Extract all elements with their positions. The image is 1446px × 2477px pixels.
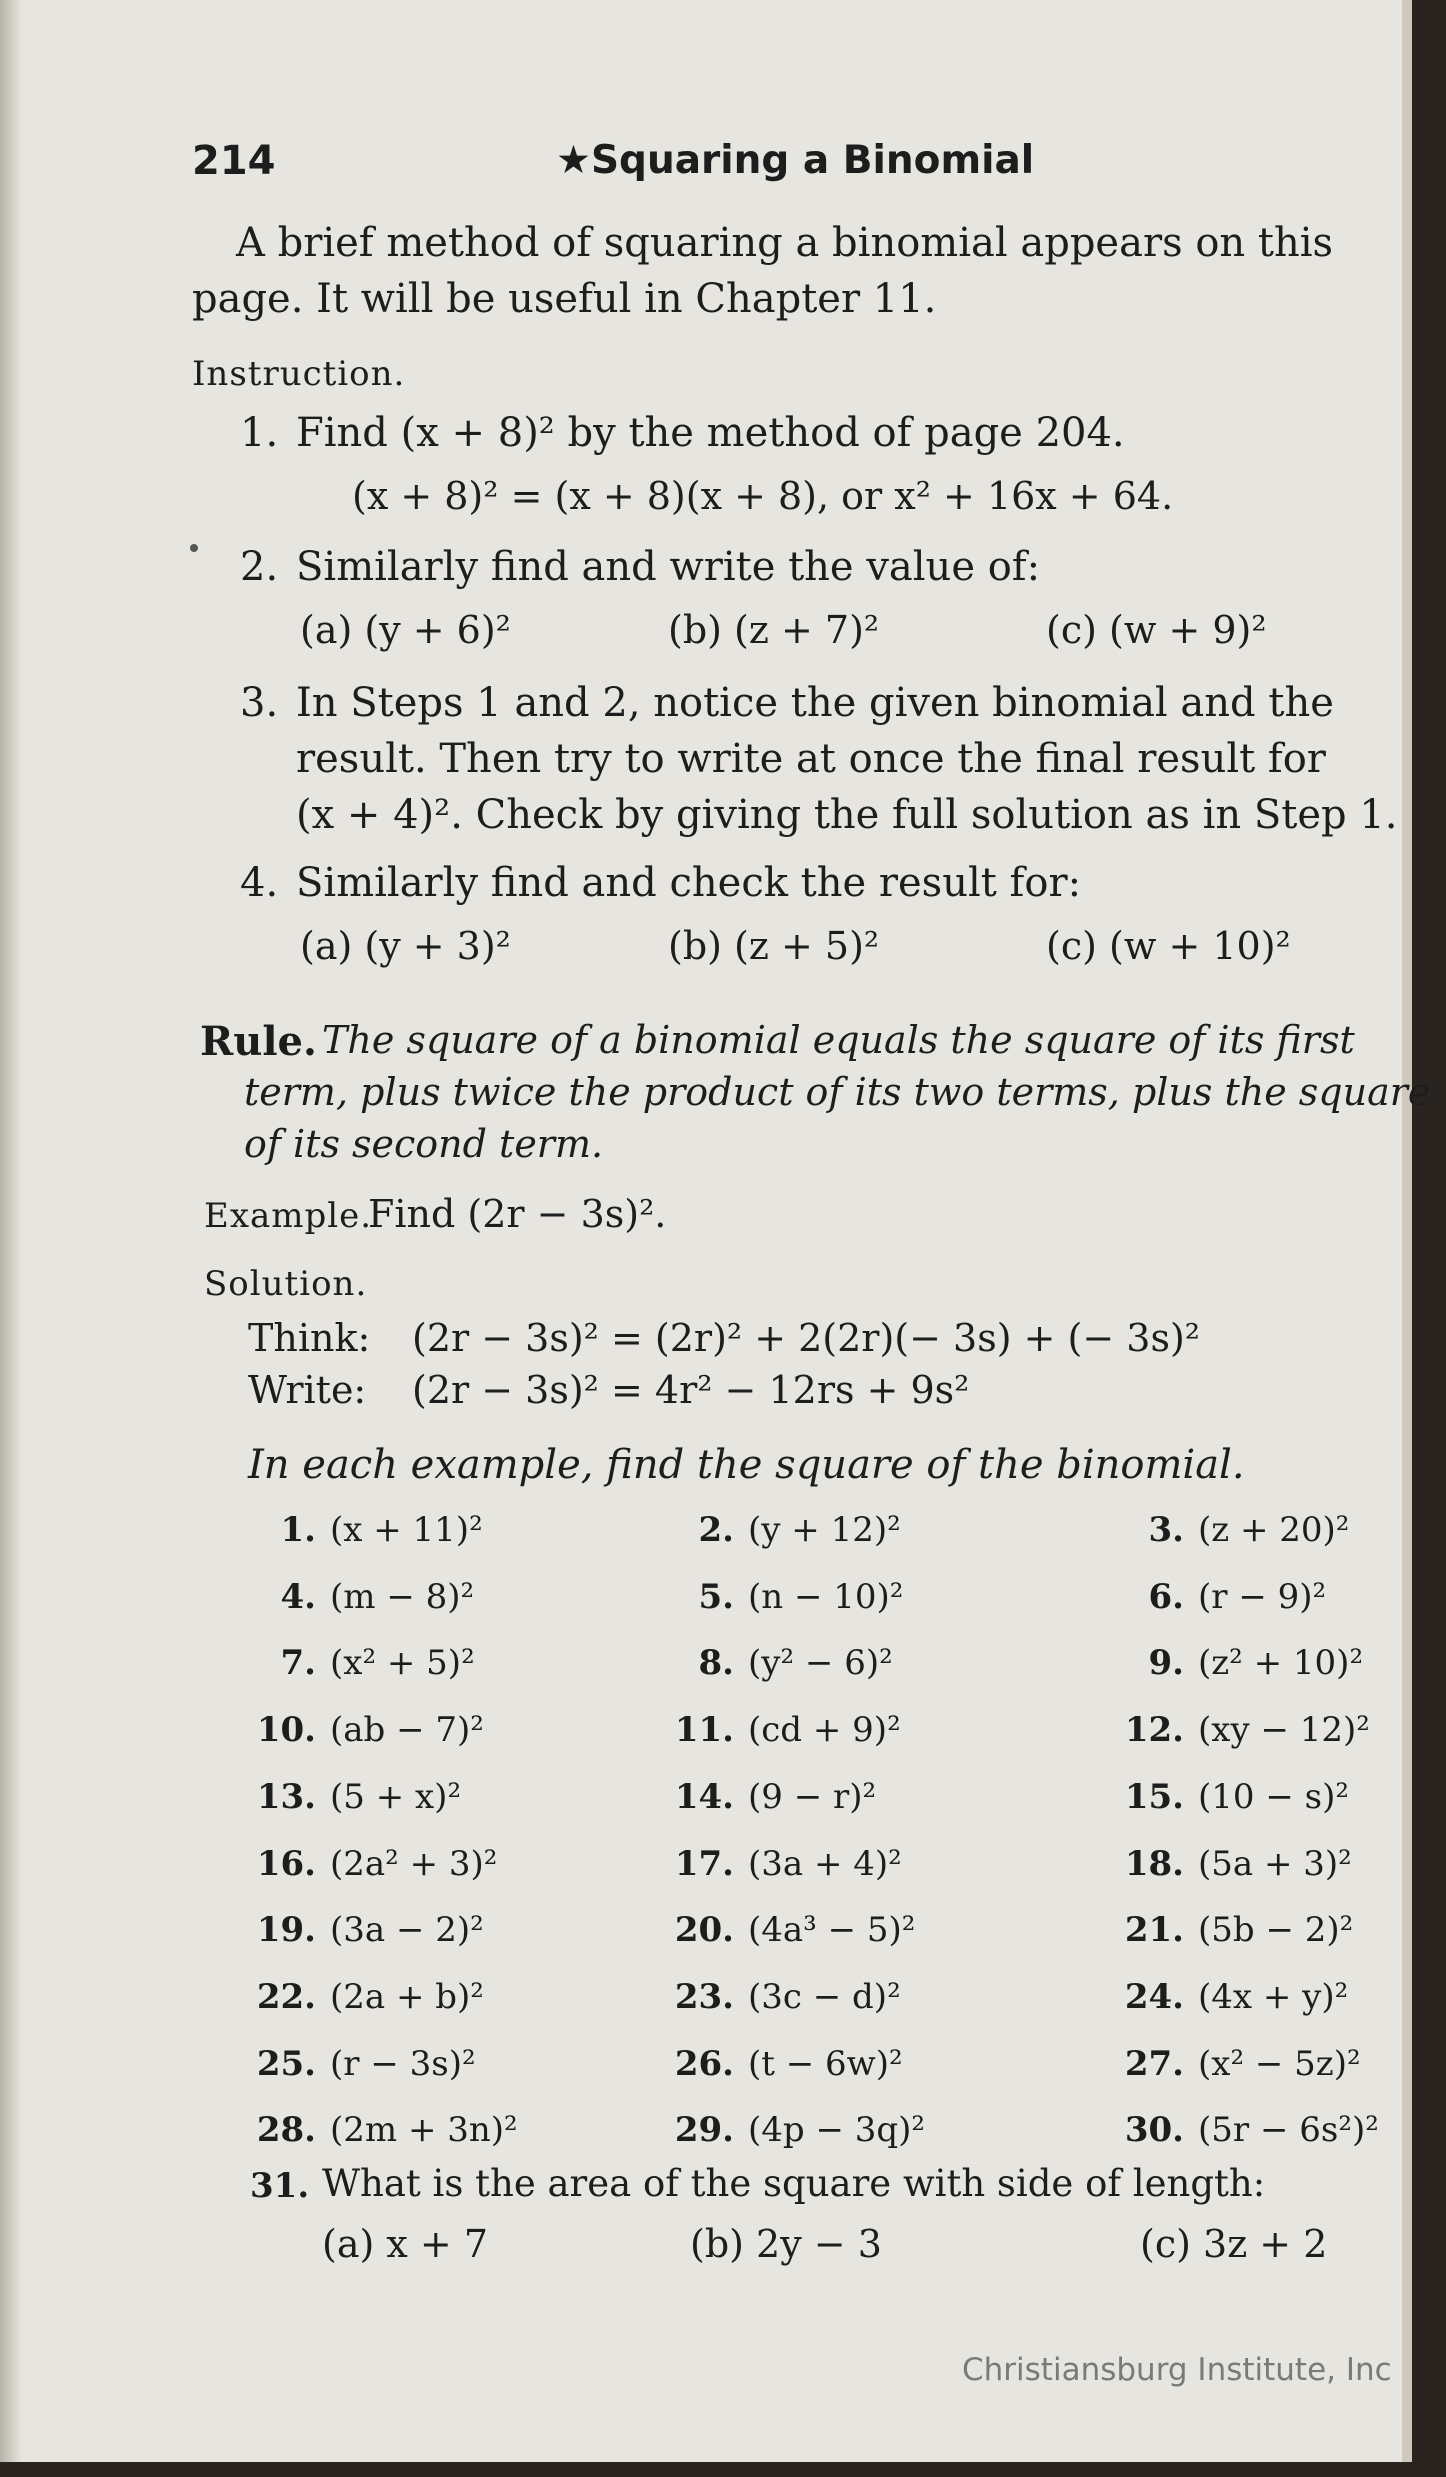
exercise-expression: (z + 20)² bbox=[1198, 1510, 1350, 1550]
step-2-number: 2. bbox=[240, 544, 279, 590]
exercise-expression: (x² + 5)² bbox=[330, 1643, 475, 1683]
exercise-number: 19. bbox=[256, 1910, 316, 1950]
exercise-number: 26. bbox=[674, 2044, 734, 2084]
exercise-number: 17. bbox=[674, 1844, 734, 1884]
exercise-expression: (x² − 5z)² bbox=[1198, 2044, 1361, 2084]
exercise-expression: (cd + 9)² bbox=[748, 1710, 901, 1750]
exercise-item bbox=[670, 1577, 903, 1617]
solution-label: Solution. bbox=[204, 1264, 368, 1304]
exercise-number: 4. bbox=[280, 1577, 316, 1617]
exercise-number: 22. bbox=[256, 1977, 316, 2017]
exercise-number: 11. bbox=[674, 1710, 734, 1750]
exercise-number: 30. bbox=[1124, 2110, 1184, 2150]
exercise-expression: (4p − 3q)² bbox=[748, 2110, 926, 2150]
exercise-item bbox=[240, 1844, 497, 1884]
step-2-part-c: (c) (w + 9)² bbox=[1046, 608, 1267, 652]
exercise-expression: (2a² + 3)² bbox=[330, 1844, 498, 1884]
exercise-expression: (3c − d)² bbox=[748, 1977, 901, 2017]
exercise-item bbox=[1106, 1643, 1363, 1683]
step-2-text: Similarly find and write the value of: bbox=[296, 544, 1041, 590]
intro-line-2: page. It will be useful in Chapter 11. bbox=[192, 276, 937, 322]
exercise-number: 9. bbox=[1148, 1643, 1184, 1683]
exercise-number: 12. bbox=[1124, 1710, 1184, 1750]
exercise-expression: (4a³ − 5)² bbox=[748, 1910, 916, 1950]
exercise-expression: (z² + 10)² bbox=[1198, 1643, 1364, 1683]
question-31-part-b: (b) 2y − 3 bbox=[690, 2222, 882, 2266]
exercise-number: 27. bbox=[1124, 2044, 1184, 2084]
exercise-expression: (t − 6w)² bbox=[748, 2044, 903, 2084]
step-4-number: 4. bbox=[240, 860, 279, 906]
rule-line-2: term, plus twice the product of its two terms, plus the square bbox=[244, 1070, 1431, 1114]
exercise-expression: (5r − 6s²)² bbox=[1198, 2110, 1379, 2150]
exercise-item bbox=[1106, 1844, 1352, 1884]
exercise-expression: (5 + x)² bbox=[330, 1777, 462, 1817]
exercise-item bbox=[1106, 1910, 1353, 1950]
step-3-line-2: result. Then try to write at once the final result for bbox=[296, 736, 1326, 782]
exercise-item bbox=[240, 1777, 461, 1817]
exercise-expression: (r − 3s)² bbox=[330, 2044, 476, 2084]
exercise-number: 16. bbox=[256, 1844, 316, 1884]
write-label: Write: bbox=[248, 1368, 367, 1412]
example-text: Find (2r − 3s)². bbox=[368, 1192, 667, 1236]
exercise-number: 6. bbox=[1148, 1577, 1184, 1617]
exercise-item bbox=[240, 1977, 484, 2017]
exercise-number: 25. bbox=[256, 2044, 316, 2084]
question-31-part-a: (a) x + 7 bbox=[322, 2222, 488, 2266]
step-4-part-a: (a) (y + 3)² bbox=[300, 924, 511, 968]
question-31-text: What is the area of the square with side of length: bbox=[322, 2162, 1266, 2205]
exercise-number: 21. bbox=[1124, 1910, 1184, 1950]
step-3-line-1: In Steps 1 and 2, notice the given binomial and the bbox=[296, 680, 1334, 726]
exercise-number: 13. bbox=[256, 1777, 316, 1817]
exercise-expression: (r − 9)² bbox=[1198, 1577, 1327, 1617]
write-expression: (2r − 3s)² = 4r² − 12rs + 9s² bbox=[412, 1368, 970, 1412]
exercise-number: 20. bbox=[674, 1910, 734, 1950]
exercise-expression: (9 − r)² bbox=[748, 1777, 877, 1817]
exercise-item bbox=[240, 1577, 474, 1617]
intro-line-1: A brief method of squaring a binomial appears on this bbox=[236, 220, 1334, 266]
think-label: Think: bbox=[248, 1316, 371, 1360]
exercise-expression: (5b − 2)² bbox=[1198, 1910, 1354, 1950]
question-31-number: 31. bbox=[250, 2166, 310, 2206]
exercise-item bbox=[1106, 1710, 1370, 1750]
exercise-item bbox=[670, 1844, 902, 1884]
page-number: 214 bbox=[192, 138, 276, 184]
exercise-item bbox=[670, 1643, 893, 1683]
exercise-item bbox=[1106, 1510, 1349, 1550]
exercise-expression: (x + 11)² bbox=[330, 1510, 483, 1550]
exercise-expression: (y + 12)² bbox=[748, 1510, 901, 1550]
exercise-expression: (xy − 12)² bbox=[1198, 1710, 1370, 1750]
step-2-part-a: (a) (y + 6)² bbox=[300, 608, 511, 652]
exercise-item bbox=[1106, 2044, 1361, 2084]
step-4-part-b: (b) (z + 5)² bbox=[668, 924, 880, 968]
exercise-expression: (m − 8)² bbox=[330, 1577, 475, 1617]
instruction-label: Instruction. bbox=[192, 354, 406, 394]
exercise-number: 18. bbox=[1124, 1844, 1184, 1884]
exercise-item bbox=[240, 1910, 484, 1950]
exercise-item bbox=[240, 2044, 476, 2084]
exercise-item bbox=[240, 2110, 518, 2150]
step-3-number: 3. bbox=[240, 680, 279, 726]
exercise-number: 14. bbox=[674, 1777, 734, 1817]
exercise-number: 8. bbox=[698, 1643, 734, 1683]
exercise-number: 24. bbox=[1124, 1977, 1184, 2017]
exercise-heading: In each example, find the square of the binomial. bbox=[248, 1442, 1245, 1488]
exercise-number: 15. bbox=[1124, 1777, 1184, 1817]
rule-line-3: of its second term. bbox=[244, 1122, 604, 1166]
exercise-item bbox=[670, 1977, 901, 2017]
exercise-item bbox=[1106, 2110, 1379, 2150]
rule-line-1: The square of a binomial equals the square of its first bbox=[322, 1018, 1355, 1062]
exercise-number: 3. bbox=[1148, 1510, 1184, 1550]
step-1-detail: (x + 8)² = (x + 8)(x + 8), or x² + 16x + 64. bbox=[352, 474, 1174, 518]
step-3-line-3: (x + 4)². Check by giving the full solution as in Step 1. bbox=[296, 792, 1398, 838]
page-title: ★Squaring a Binomial bbox=[556, 138, 1035, 183]
exercise-number: 1. bbox=[280, 1510, 316, 1550]
exercise-expression: (ab − 7)² bbox=[330, 1710, 484, 1750]
exercise-expression: (4x + y)² bbox=[1198, 1977, 1349, 2017]
exercise-item bbox=[240, 1510, 483, 1550]
page-gutter bbox=[0, 0, 22, 2462]
exercise-item bbox=[670, 1710, 901, 1750]
exercise-number: 7. bbox=[280, 1643, 316, 1683]
step-1-number: 1. bbox=[240, 410, 279, 456]
exercise-item bbox=[670, 1510, 901, 1550]
exercise-item bbox=[1106, 1577, 1326, 1617]
exercise-number: 5. bbox=[698, 1577, 734, 1617]
exercise-item bbox=[240, 1710, 484, 1750]
think-expression: (2r − 3s)² = (2r)² + 2(2r)(− 3s) + (− 3s)² bbox=[412, 1316, 1201, 1360]
exercise-expression: (5a + 3)² bbox=[1198, 1844, 1352, 1884]
exercise-expression: (2m + 3n)² bbox=[330, 2110, 518, 2150]
step-1-text: Find (x + 8)² by the method of page 204. bbox=[296, 410, 1125, 456]
example-label: Example. bbox=[204, 1196, 373, 1236]
exercise-expression: (3a + 4)² bbox=[748, 1844, 902, 1884]
watermark: Christiansburg Institute, Inc bbox=[962, 2352, 1392, 2388]
exercise-number: 2. bbox=[698, 1510, 734, 1550]
exercise-expression: (y² − 6)² bbox=[748, 1643, 893, 1683]
step-4-text: Similarly find and check the result for: bbox=[296, 860, 1082, 906]
exercise-item bbox=[670, 1777, 876, 1817]
step-2-part-b: (b) (z + 7)² bbox=[668, 608, 880, 652]
exercise-number: 28. bbox=[256, 2110, 316, 2150]
exercise-expression: (2a + b)² bbox=[330, 1977, 484, 2017]
exercise-expression: (10 − s)² bbox=[1198, 1777, 1349, 1817]
exercise-item bbox=[670, 2110, 925, 2150]
exercise-item bbox=[670, 1910, 915, 1950]
exercise-item bbox=[1106, 1777, 1349, 1817]
exercise-item bbox=[670, 2044, 903, 2084]
exercise-expression: (3a − 2)² bbox=[330, 1910, 484, 1950]
step-4-part-c: (c) (w + 10)² bbox=[1046, 924, 1291, 968]
exercise-item bbox=[240, 1643, 475, 1683]
exercise-number: 10. bbox=[256, 1710, 316, 1750]
exercise-expression: (n − 10)² bbox=[748, 1577, 904, 1617]
exercise-number: 23. bbox=[674, 1977, 734, 2017]
exercise-item bbox=[1106, 1977, 1348, 2017]
exercise-number: 29. bbox=[674, 2110, 734, 2150]
stray-mark bbox=[190, 544, 198, 552]
rule-label: Rule. bbox=[200, 1018, 317, 1065]
question-31-part-c: (c) 3z + 2 bbox=[1140, 2222, 1328, 2266]
